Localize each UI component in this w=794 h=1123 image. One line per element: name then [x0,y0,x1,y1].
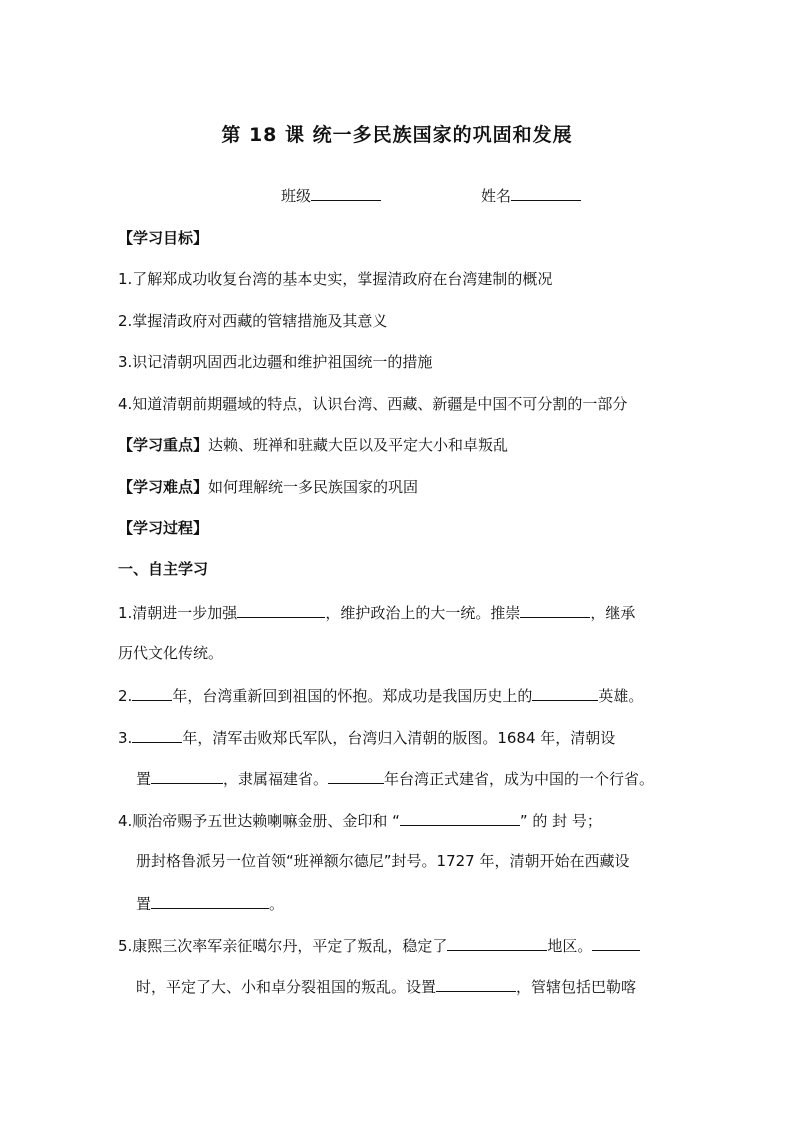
question-text: 5.康熙三次率军亲征噶尔丹，平定了叛乱，稳定了 [118,937,448,955]
answer-blank[interactable] [532,684,598,701]
goal-item: 4.知道清朝前期疆域的特点，认识台湾、西藏、新疆是中国不可分割的一部分 [118,395,628,413]
answer-blank[interactable] [436,975,516,992]
key-points-text: 达赖、班禅和驻藏大臣以及平定大小和卓叛乱 [208,436,509,454]
question-text: ” 的 封 号； [519,812,602,830]
question-5-line-2 [136,975,636,997]
question-text: 年，清军击败郑氏军队，台湾归入清朝的版图。1684 年，清朝设 [182,729,616,747]
question-text: 4.顺治帝赐予五世达赖喇嘛金册、金印和 “ [118,812,400,830]
name-label: 姓名 [481,187,512,205]
difficulty-label: 【学习难点】 [118,478,209,496]
answer-blank[interactable] [151,767,223,784]
answer-blank[interactable] [328,767,384,784]
question-text: 英雄。 [598,687,644,705]
question-text: 。 [269,895,285,913]
class-field [281,184,381,206]
class-blank[interactable] [311,184,381,201]
goals-heading: 【学习目标】 [118,229,209,247]
difficulty-row [118,477,418,497]
key-points-row [118,435,508,455]
question-text: 时，平定了大、小和卓分裂祖国的叛乱。设置 [136,978,437,996]
question-text: 3. [118,729,133,747]
class-label: 班级 [281,187,312,205]
answer-blank[interactable] [132,684,172,701]
answer-blank[interactable] [151,892,269,909]
name-field [481,184,581,206]
question-4-line-1 [118,809,602,831]
question-1-line-2: 历代文化传统。 [118,644,224,662]
question-text: 年，台湾重新回到祖国的怀抱。郑成功是我国历史上的 [172,687,533,705]
key-points-label: 【学习重点】 [118,436,209,454]
question-text: ，维护政治上的大一统。推崇 [325,604,521,622]
page-title: 第 18 课 统一多民族国家的巩固和发展 [221,124,573,146]
question-4-line-3 [136,892,284,914]
question-text: 1.清朝进一步加强 [118,604,238,622]
question-3-line-1 [118,726,615,748]
answer-blank[interactable] [520,601,590,618]
difficulty-text: 如何理解统一多民族国家的巩固 [208,478,419,496]
answer-blank[interactable] [592,934,640,951]
answer-blank[interactable] [400,809,520,826]
question-1-line-1 [118,601,635,623]
question-text: 地区。 [547,937,593,955]
question-3-line-2 [136,767,654,789]
answer-blank[interactable] [447,934,547,951]
question-text: ，管辖包括巴勒喀 [516,978,637,996]
student-info-row [0,184,794,208]
question-text: 置 [136,895,152,913]
question-2-line-1 [118,684,643,706]
question-5-line-1 [118,934,640,956]
answer-blank[interactable] [237,601,325,618]
question-text: ，继承 [590,604,636,622]
name-blank[interactable] [511,184,581,201]
question-text: ，隶属福建省。 [223,770,329,788]
goal-item: 1.了解郑成功收复台湾的基本史实，掌握清政府在台湾建制的概况 [118,270,553,288]
question-4-line-2: 册封格鲁派另一位首领“班禅额尔德尼”封号。1727 年，清朝开始在西藏设 [136,852,630,870]
goal-item: 2.掌握清政府对西藏的管辖措施及其意义 [118,312,388,330]
goal-item: 3.识记清朝巩固西北边疆和维护祖国统一的措施 [118,353,433,371]
section-heading: 一、自主学习 [118,560,209,578]
answer-blank[interactable] [132,726,182,743]
question-text: 置 [136,770,152,788]
question-text: 年台湾正式建省，成为中国的一个行省。 [384,770,655,788]
question-text: 2. [118,687,133,705]
process-heading: 【学习过程】 [118,519,209,537]
